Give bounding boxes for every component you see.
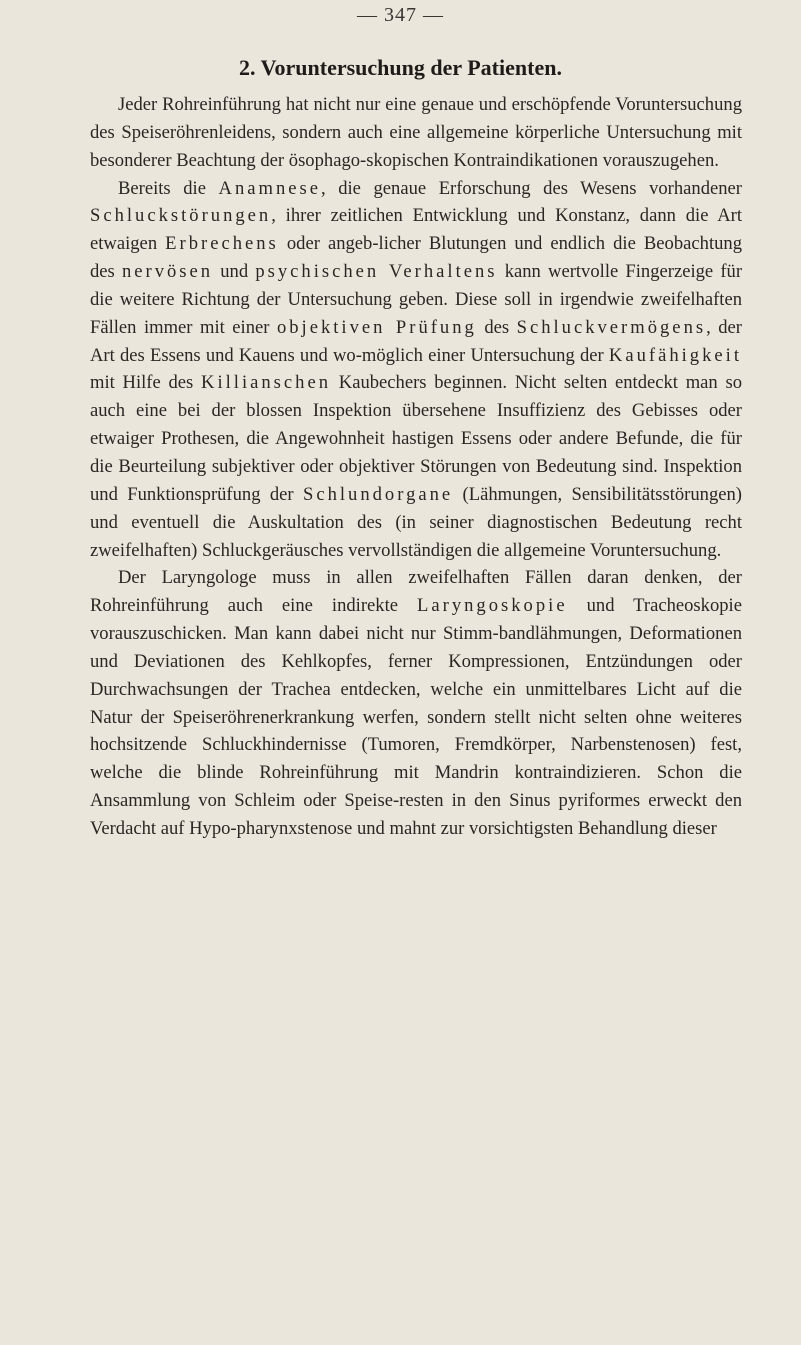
paragraph-3 — [90, 564, 742, 842]
spaced-emphasis: Schluckvermögens — [516, 316, 707, 338]
spaced-emphasis: Schluckstörungen — [90, 205, 272, 227]
spaced-emphasis: Killianschen — [201, 372, 332, 394]
text-segment: Bereits die — [118, 177, 219, 199]
spaced-emphasis: Schlundorgane — [302, 483, 454, 505]
spaced-emphasis: Laryngoskopie — [417, 595, 568, 617]
text-segment: Jeder Rohreinführung hat nicht nur eine genaue und erschöpfende Voruntersuchung des Speiseröhrenleidens, sondern auch eine allgemeine körperliche Untersuchung mit besonderer Beachtung der ösophago-skopischen Kontraindikationen vorauszugehen. — [90, 94, 742, 171]
text-segment: , die genaue Erforschung des Wesens vorhandener — [321, 177, 742, 199]
text-segment: , ihrer zeitlichen Entwicklung und Konstanz, dann die Art etwaigen — [90, 205, 742, 255]
text-segment: und Tracheoskopie vorauszuschicken. Man kann dabei nicht nur Stimm-bandlähmungen, Deformationen und Deviationen des Kehlkopfes, ferner Kompressionen, Entzündungen oder Durchwachsungen der Trachea entdecken, welche ein unmittelbares Licht auf die Natur der Speiseröhrenerkrankung werfen, sondern stellt nicht selten ohne weiteres hochsitzende Schluckhindernisse (Tumoren, Fremdkörper, Narbenstenosen) fest, welche die blinde Rohreinführung mit Mandrin kontraindizieren. Schon die Ansammlung von Schleim oder Speise-resten in den Sinus pyriformes erweckt den Verdacht auf Hypo-pharynxstenose und mahnt zur vorsichtigsten Behandlung dieser — [90, 595, 742, 839]
text-segment: mit Hilfe des — [90, 372, 202, 394]
page-number: — 347 — — [357, 4, 444, 26]
body-text — [90, 91, 742, 843]
spaced-emphasis: Kaufähigkeit — [608, 344, 742, 366]
text-segment: Kaubechers beginnen. Nicht selten entdeckt man so auch eine bei der blossen Inspektion übersehene Insuffizienz des Gebisses oder etwaiger Prothesen, die Angewohnheit hastigen Essens oder andere Befunde, die für die Beurteilung subjektiver oder objektiver Störungen von Bedeutung sind. Inspektion und Funktionsprüfung der — [90, 372, 743, 505]
text-segment: , der Art des Essens und Kauens und wo-möglich einer Untersuchung der — [90, 316, 742, 366]
text-segment: oder angeb-licher Blutungen und endlich die Beobachtung des — [90, 233, 743, 283]
text-segment: Der Laryngologe muss in allen zweifelhaften Fällen daran denken, der Rohreinführung auch eine indirekte — [90, 567, 742, 617]
spaced-emphasis: nervösen — [121, 261, 214, 283]
spaced-emphasis: objektiven Prüfung — [276, 316, 477, 338]
text-segment: und — [213, 261, 256, 283]
spaced-emphasis: Anamnese — [218, 177, 321, 199]
paragraph-1 — [90, 91, 742, 175]
text-segment: des — [476, 316, 517, 338]
spaced-emphasis: Erbrechens — [165, 233, 279, 255]
paragraph-2 — [90, 175, 742, 565]
section-title: 2. Voruntersuchung der Patienten. — [239, 55, 562, 80]
text-segment: (Lähmungen, Sensibilitätsstörungen) und eventuell die Auskultation des (in seiner diagnostischen Bedeutung recht zweifelhaften) Schluckgeräusches vervollständigen die allgemeine Voruntersuchung. — [90, 483, 742, 561]
spaced-emphasis: psychischen Verhaltens — [255, 261, 498, 283]
text-segment: kann wertvolle Fingerzeige für die weitere Richtung der Untersuchung geben. Diese soll in irgendwie zweifelhaften Fällen immer mit einer — [90, 261, 743, 338]
